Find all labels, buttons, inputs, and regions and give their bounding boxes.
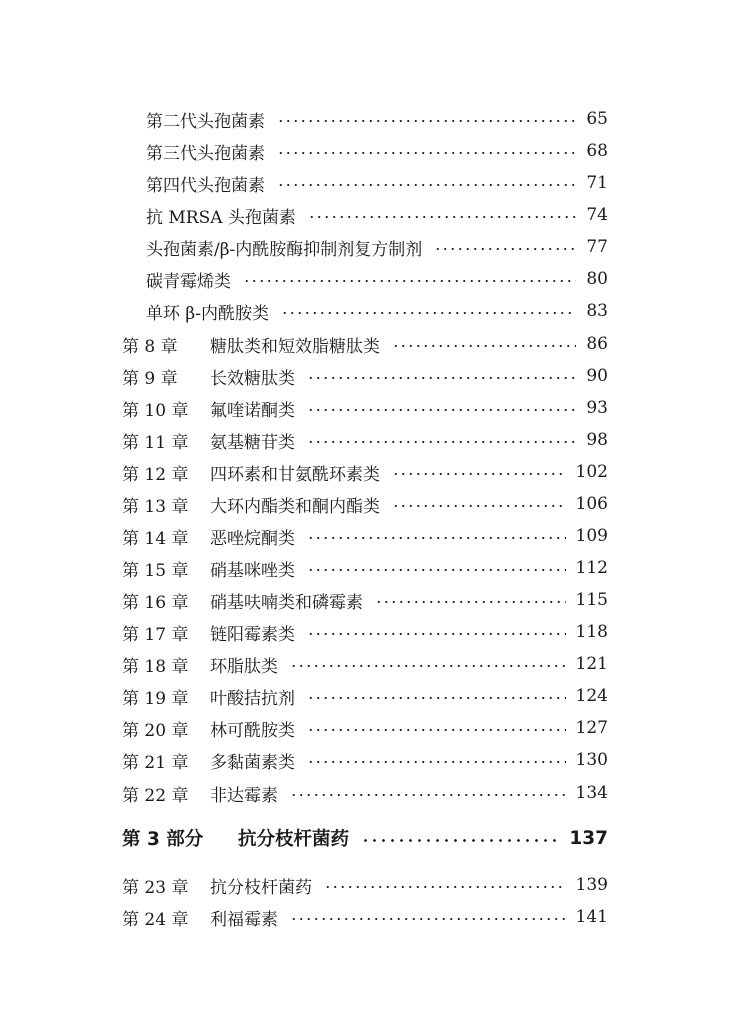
dot-leader xyxy=(307,377,576,379)
toc-chapter[interactable] xyxy=(122,361,608,391)
dot-leader xyxy=(277,120,576,122)
dot-leader xyxy=(290,794,566,796)
page-number: 71 xyxy=(586,173,608,193)
chapter-number: 第 8 章 xyxy=(122,336,178,357)
toc-chapter[interactable] xyxy=(122,425,608,455)
chapter-title: 链阳霉素类 xyxy=(210,624,295,645)
chapter-number: 第 10 章 xyxy=(122,400,189,421)
entry-title: 第四代头孢菌素 xyxy=(146,175,265,196)
chapter-title: 利福霉素 xyxy=(210,909,278,930)
chapter-title: 氟喹诺酮类 xyxy=(210,400,295,421)
entry-title: 抗 MRSA 头孢菌素 xyxy=(146,207,296,228)
dot-leader xyxy=(324,886,566,888)
dot-leader xyxy=(307,729,566,731)
toc-part-heading[interactable] xyxy=(122,823,608,853)
chapter-number: 第 18 章 xyxy=(122,656,189,677)
chapter-number: 第 14 章 xyxy=(122,528,189,549)
chapter-title: 多黏菌素类 xyxy=(210,752,295,773)
toc-chapter[interactable] xyxy=(122,649,608,679)
entry-title: 头孢菌素/β-内酰胺酶抑制剂复方制剂 xyxy=(146,239,423,260)
page-number: 134 xyxy=(575,783,608,803)
page-number: 93 xyxy=(586,398,608,418)
chapter-number: 第 11 章 xyxy=(122,432,189,453)
chapter-number: 第 20 章 xyxy=(122,720,189,741)
part-number: 第 3 部分 xyxy=(122,829,204,850)
chapter-title: 林可酰胺类 xyxy=(210,720,295,741)
page-number: 130 xyxy=(575,750,608,770)
page-number: 80 xyxy=(586,269,608,289)
toc-chapter[interactable] xyxy=(122,870,608,900)
dot-leader xyxy=(243,280,576,282)
chapter-number: 第 17 章 xyxy=(122,624,189,645)
chapter-number: 第 9 章 xyxy=(122,368,178,389)
toc-entry[interactable] xyxy=(146,296,608,326)
page-number: 118 xyxy=(575,622,608,642)
page-number: 137 xyxy=(569,827,608,849)
dot-leader xyxy=(281,312,576,314)
chapter-title: 糖肽类和短效脂糖肽类 xyxy=(210,336,380,357)
page-number: 141 xyxy=(575,907,608,927)
toc-chapter[interactable] xyxy=(122,713,608,743)
chapter-number: 第 13 章 xyxy=(122,496,189,517)
page-number: 112 xyxy=(575,558,608,578)
dot-leader xyxy=(307,441,576,443)
entry-title: 单环 β-内酰胺类 xyxy=(146,303,269,324)
dot-leader xyxy=(375,601,566,603)
chapter-number: 第 21 章 xyxy=(122,752,189,773)
toc-chapter[interactable] xyxy=(122,902,608,932)
toc-chapter[interactable] xyxy=(122,489,608,519)
page-number: 124 xyxy=(575,686,608,706)
page-number: 102 xyxy=(575,462,608,482)
dot-leader xyxy=(307,409,576,411)
dot-leader xyxy=(290,665,566,667)
dot-leader xyxy=(307,633,566,635)
dot-leader xyxy=(277,152,576,154)
dot-leader xyxy=(392,473,566,475)
page-number: 106 xyxy=(575,494,608,514)
part-title: 抗分枝杆菌药 xyxy=(238,829,350,850)
dot-leader xyxy=(307,761,566,763)
chapter-number: 第 24 章 xyxy=(122,909,189,930)
chapter-number: 第 16 章 xyxy=(122,592,189,613)
dot-leader xyxy=(307,697,566,699)
page-number: 68 xyxy=(586,141,608,161)
page-number: 74 xyxy=(586,205,608,225)
chapter-title: 大环内酯类和酮内酯类 xyxy=(210,496,380,517)
chapter-title: 氨基糖苷类 xyxy=(210,432,295,453)
toc-chapter[interactable] xyxy=(122,617,608,647)
toc-chapter[interactable] xyxy=(122,681,608,711)
chapter-title: 硝基呋喃类和磷霉素 xyxy=(210,592,363,613)
toc-chapter[interactable] xyxy=(122,457,608,487)
page-number: 115 xyxy=(575,590,608,610)
chapter-title: 叶酸拮抗剂 xyxy=(210,688,295,709)
toc-entry[interactable] xyxy=(146,136,608,166)
dot-leader xyxy=(277,184,576,186)
page-number: 83 xyxy=(586,301,608,321)
chapter-title: 抗分枝杆菌药 xyxy=(210,877,312,898)
page-number: 109 xyxy=(575,526,608,546)
page-number: 139 xyxy=(575,875,608,895)
toc-chapter[interactable] xyxy=(122,329,608,359)
toc-chapter[interactable] xyxy=(122,585,608,615)
chapter-title: 非达霉素 xyxy=(210,785,278,806)
chapter-number: 第 22 章 xyxy=(122,785,189,806)
entry-title: 第三代头孢菌素 xyxy=(146,143,265,164)
toc-entry[interactable] xyxy=(146,104,608,134)
dot-leader xyxy=(392,505,566,507)
page-number: 121 xyxy=(575,654,608,674)
dot-leader xyxy=(308,216,576,218)
dot-leader xyxy=(307,569,566,571)
dot-leader xyxy=(392,345,576,347)
page-number: 86 xyxy=(586,334,608,354)
chapter-title: 硝基咪唑类 xyxy=(210,560,295,581)
page-number: 90 xyxy=(586,366,608,386)
page-number: 65 xyxy=(586,109,608,129)
toc-chapter[interactable] xyxy=(122,553,608,583)
entry-title: 碳青霉烯类 xyxy=(146,271,231,292)
page-number: 77 xyxy=(586,237,608,257)
toc-entry[interactable] xyxy=(146,264,608,294)
chapter-title: 长效糖肽类 xyxy=(210,368,295,389)
chapter-number: 第 19 章 xyxy=(122,688,189,709)
dot-leader xyxy=(307,537,566,539)
toc-entry[interactable] xyxy=(146,200,608,230)
chapter-title: 四环素和甘氨酰环素类 xyxy=(210,464,380,485)
chapter-number: 第 23 章 xyxy=(122,877,189,898)
chapter-number: 第 12 章 xyxy=(122,464,189,485)
toc-chapter[interactable] xyxy=(122,745,608,775)
chapter-title: 恶唑烷酮类 xyxy=(210,528,295,549)
dot-leader xyxy=(361,839,559,842)
dot-leader xyxy=(434,248,576,250)
toc-chapter[interactable] xyxy=(122,393,608,423)
chapter-title: 环脂肽类 xyxy=(210,656,278,677)
toc-chapter[interactable] xyxy=(122,521,608,551)
entry-title: 第二代头孢菌素 xyxy=(146,111,265,132)
dot-leader xyxy=(290,918,566,920)
toc-entry[interactable] xyxy=(146,232,608,262)
toc-chapter[interactable] xyxy=(122,778,608,808)
page-number: 98 xyxy=(586,430,608,450)
page-number: 127 xyxy=(575,718,608,738)
chapter-number: 第 15 章 xyxy=(122,560,189,581)
toc-entry[interactable] xyxy=(146,168,608,198)
